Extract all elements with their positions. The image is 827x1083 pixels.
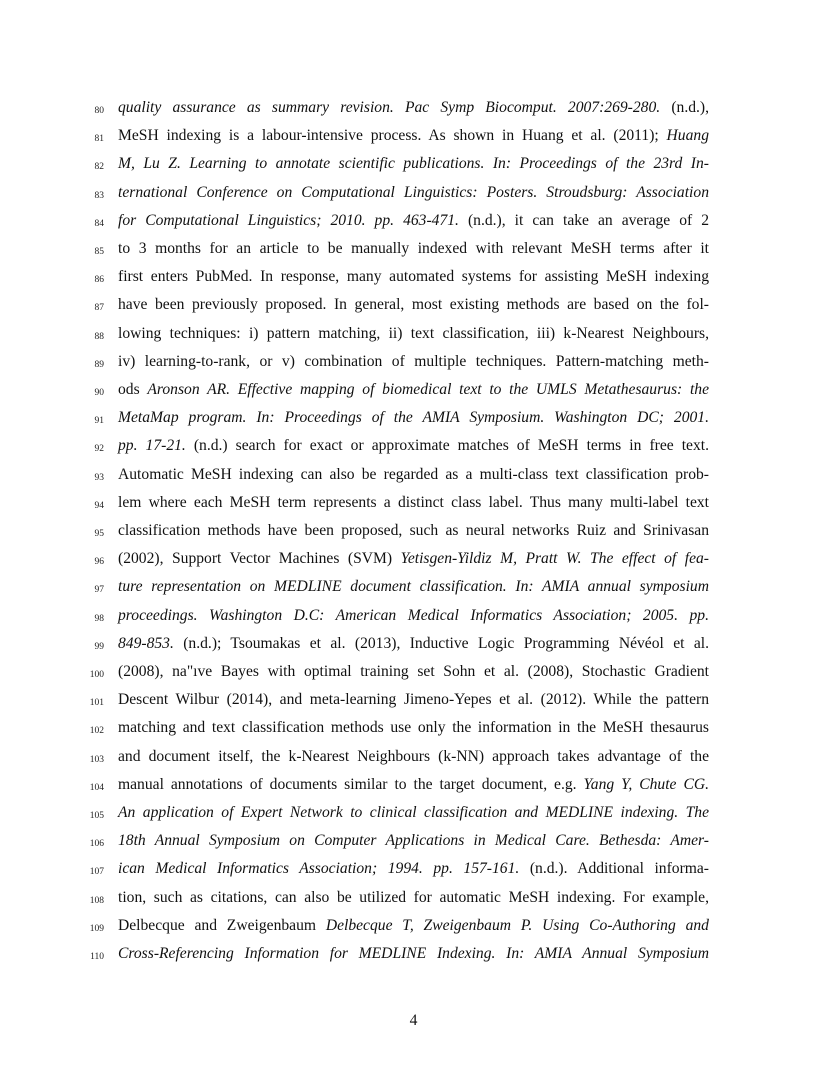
body-text-span: have been previously proposed. In general, most existing methods are based on the fol- bbox=[118, 296, 709, 314]
text-line bbox=[0, 718, 827, 746]
line-text bbox=[118, 98, 709, 118]
text-line bbox=[0, 577, 827, 605]
citation-text: Delbecque T, Zweigenbaum P. Using Co-Authoring and bbox=[325, 916, 709, 934]
body-text-span: (n.d.), bbox=[660, 99, 710, 116]
text-line bbox=[0, 944, 827, 972]
body-text-span: first enters PubMed. In response, many automated systems for assisting MeSH indexing bbox=[118, 268, 709, 286]
text-line bbox=[0, 126, 827, 154]
line-number: 92 bbox=[94, 444, 104, 455]
citation-text: M, Lu Z. Learning to annotate scientific publications. In: Proceedings of the 23rd In- bbox=[118, 155, 709, 173]
citation-text: Yetisgen-Yildiz M, Pratt W. The effect of fea- bbox=[400, 550, 709, 568]
body-text-span: (n.d.). Additional informa- bbox=[519, 860, 710, 878]
line-number: 100 bbox=[89, 670, 104, 680]
text-line bbox=[0, 775, 827, 803]
line-number: 86 bbox=[94, 275, 104, 286]
citation-text: for Computational Linguistics; 2010. pp. 463-471. bbox=[118, 211, 459, 229]
body-text-span: MeSH indexing is a labour-intensive process. As shown in Huang et al. (2011); bbox=[118, 127, 667, 145]
text-line bbox=[0, 606, 827, 634]
line-text bbox=[118, 888, 709, 908]
line-number: 83 bbox=[94, 190, 104, 201]
citation-text: Huang bbox=[666, 127, 709, 145]
text-line bbox=[0, 916, 827, 944]
text-line bbox=[0, 183, 827, 211]
line-text bbox=[118, 380, 709, 400]
line-number: 90 bbox=[94, 388, 104, 398]
body-text-span: (2008), na"ıve Bayes with optimal training set Sohn et al. (2008), Stochastic Gradient bbox=[118, 663, 709, 680]
text-line bbox=[0, 831, 827, 859]
line-number: 80 bbox=[94, 106, 104, 116]
line-text bbox=[118, 549, 709, 569]
citation-text: ican Medical Informatics Association; 1994. pp. 157-161. bbox=[118, 860, 520, 878]
line-text bbox=[118, 126, 709, 146]
text-line bbox=[0, 859, 827, 887]
text-line bbox=[0, 634, 827, 662]
citation-text: An application of Expert Network to clinical classification and MEDLINE indexing. The bbox=[118, 804, 709, 821]
line-text bbox=[118, 916, 709, 936]
body-text-span: Automatic MeSH indexing can also be regarded as a multi-class text classification prob- bbox=[118, 465, 709, 483]
line-number: 94 bbox=[94, 500, 104, 511]
line-number: 109 bbox=[89, 923, 104, 934]
citation-text: quality assurance as summary revision. Pac Symp Biocomput. 2007:269-280. bbox=[118, 99, 661, 116]
body-text-span: and document itself, the k-Nearest Neighbours (k-NN) approach takes advantage of the bbox=[118, 747, 709, 765]
line-number: 101 bbox=[89, 698, 104, 709]
line-number: 95 bbox=[94, 529, 104, 539]
line-text bbox=[118, 154, 709, 174]
line-number: 110 bbox=[90, 952, 104, 962]
body-text-span: (2002), Support Vector Machines (SVM) bbox=[118, 550, 401, 568]
text-line bbox=[0, 888, 827, 916]
text-line bbox=[0, 549, 827, 577]
text-line bbox=[0, 690, 827, 718]
line-number: 104 bbox=[89, 782, 104, 793]
text-line bbox=[0, 267, 827, 295]
line-number: 96 bbox=[94, 557, 104, 568]
line-text bbox=[118, 408, 709, 428]
line-number: 106 bbox=[89, 839, 104, 850]
body-text-span: (n.d.); Tsoumakas et al. (2013), Inductive Logic Programming Névéol et al. bbox=[173, 634, 709, 652]
line-text bbox=[118, 465, 709, 485]
line-number: 99 bbox=[94, 641, 104, 652]
line-number: 93 bbox=[94, 472, 104, 483]
line-number: 87 bbox=[94, 303, 104, 314]
citation-text: 849-853. bbox=[118, 634, 174, 652]
citation-text: proceedings. Washington D.C: American Medical Informatics Association; 2005. pp. bbox=[118, 606, 709, 624]
line-text bbox=[118, 803, 709, 823]
line-number: 98 bbox=[94, 613, 104, 624]
line-number: 108 bbox=[89, 895, 104, 906]
line-number: 81 bbox=[94, 134, 104, 145]
body-text-span: ods bbox=[118, 381, 148, 398]
line-number: 102 bbox=[89, 726, 104, 737]
text-line bbox=[0, 352, 827, 380]
body-text-span: lem where each MeSH term represents a distinct class label. Thus many multi-label text bbox=[118, 493, 709, 511]
line-text bbox=[118, 662, 709, 682]
line-text bbox=[118, 267, 709, 287]
citation-text: MetaMap program. In: Proceedings of the AMIA Symposium. Washington DC; 2001. bbox=[118, 409, 709, 427]
body-text-span: (n.d.), it can take an average of 2 bbox=[458, 211, 710, 229]
citation-text: Yang Y, Chute CG. bbox=[583, 775, 710, 793]
body-text-span: Descent Wilbur (2014), and meta-learning Jimeno-Yepes et al. (2012). While the pattern bbox=[118, 691, 709, 709]
text-line bbox=[0, 747, 827, 775]
text-line bbox=[0, 436, 827, 464]
line-number: 89 bbox=[94, 359, 104, 370]
line-text bbox=[118, 944, 709, 964]
line-text bbox=[118, 211, 709, 231]
body-text-span: manual annotations of documents similar to the target document, e.g. bbox=[118, 775, 584, 793]
line-text bbox=[118, 831, 709, 851]
text-line bbox=[0, 521, 827, 549]
line-number: 97 bbox=[94, 585, 104, 596]
text-line bbox=[0, 408, 827, 436]
body-text-span: lowing techniques: i) pattern matching, ii) text classification, iii) k-Nearest Neighbours, bbox=[118, 324, 709, 342]
line-text bbox=[118, 775, 709, 795]
body-text-span: classification methods have been proposed, such as neural networks Ruiz and Srinivasan bbox=[118, 522, 709, 539]
line-text bbox=[118, 859, 709, 879]
line-text bbox=[118, 295, 709, 315]
line-number: 85 bbox=[94, 247, 104, 257]
text-line bbox=[0, 803, 827, 831]
line-number: 88 bbox=[94, 331, 104, 342]
text-line bbox=[0, 239, 827, 267]
body-text-span: tion, such as citations, can also be utilized for automatic MeSH indexing. For example, bbox=[118, 888, 709, 906]
citation-text: ternational Conference on Computational Linguistics: Posters. Stroudsburg: Association bbox=[118, 183, 709, 201]
text-line bbox=[0, 493, 827, 521]
line-number: 103 bbox=[89, 754, 104, 765]
line-text bbox=[118, 577, 709, 597]
body-text-span: (n.d.) search for exact or approximate matches of MeSH terms in free text. bbox=[185, 437, 709, 455]
text-line bbox=[0, 154, 827, 182]
page-number: 4 bbox=[409, 1012, 418, 1029]
line-number: 107 bbox=[89, 867, 104, 878]
citation-text: 18th Annual Symposium on Computer Applications in Medical Care. Bethesda: Amer- bbox=[118, 832, 709, 850]
line-number: 105 bbox=[89, 811, 104, 821]
text-line bbox=[0, 465, 827, 493]
line-text bbox=[118, 747, 709, 767]
citation-text: pp. 17-21. bbox=[118, 437, 186, 455]
text-line bbox=[0, 98, 827, 126]
line-text bbox=[118, 606, 709, 626]
text-line bbox=[0, 324, 827, 352]
text-line bbox=[0, 295, 827, 323]
line-text bbox=[118, 493, 709, 513]
line-text bbox=[118, 521, 709, 541]
line-number: 82 bbox=[94, 162, 104, 173]
text-line bbox=[0, 662, 827, 690]
line-text bbox=[118, 690, 709, 710]
text-line bbox=[0, 211, 827, 239]
body-text-span: Delbecque and Zweigenbaum bbox=[118, 916, 326, 934]
line-text bbox=[118, 436, 709, 456]
line-text bbox=[118, 718, 709, 738]
body-text-span: iv) learning-to-rank, or v) combination of multiple techniques. Pattern-matching meth- bbox=[118, 352, 709, 370]
line-text bbox=[118, 324, 709, 344]
line-text bbox=[118, 352, 709, 372]
citation-text: Cross-Referencing Information for MEDLINE Indexing. In: AMIA Annual Symposium bbox=[118, 945, 709, 962]
line-text bbox=[118, 183, 709, 203]
line-text bbox=[118, 634, 709, 654]
body-text-span: to 3 months for an article to be manually indexed with relevant MeSH terms after it bbox=[118, 240, 709, 257]
line-number: 91 bbox=[94, 416, 104, 427]
line-text bbox=[118, 239, 709, 259]
text-line bbox=[0, 380, 827, 408]
body-text-span: matching and text classification methods use only the information in the MeSH thesaurus bbox=[118, 719, 709, 737]
citation-text: Aronson AR. Effective mapping of biomedical text to the UMLS Metathesaurus: the bbox=[147, 381, 709, 398]
citation-text: ture representation on MEDLINE document classification. In: AMIA annual symposium bbox=[118, 578, 709, 596]
line-number: 84 bbox=[94, 218, 104, 229]
